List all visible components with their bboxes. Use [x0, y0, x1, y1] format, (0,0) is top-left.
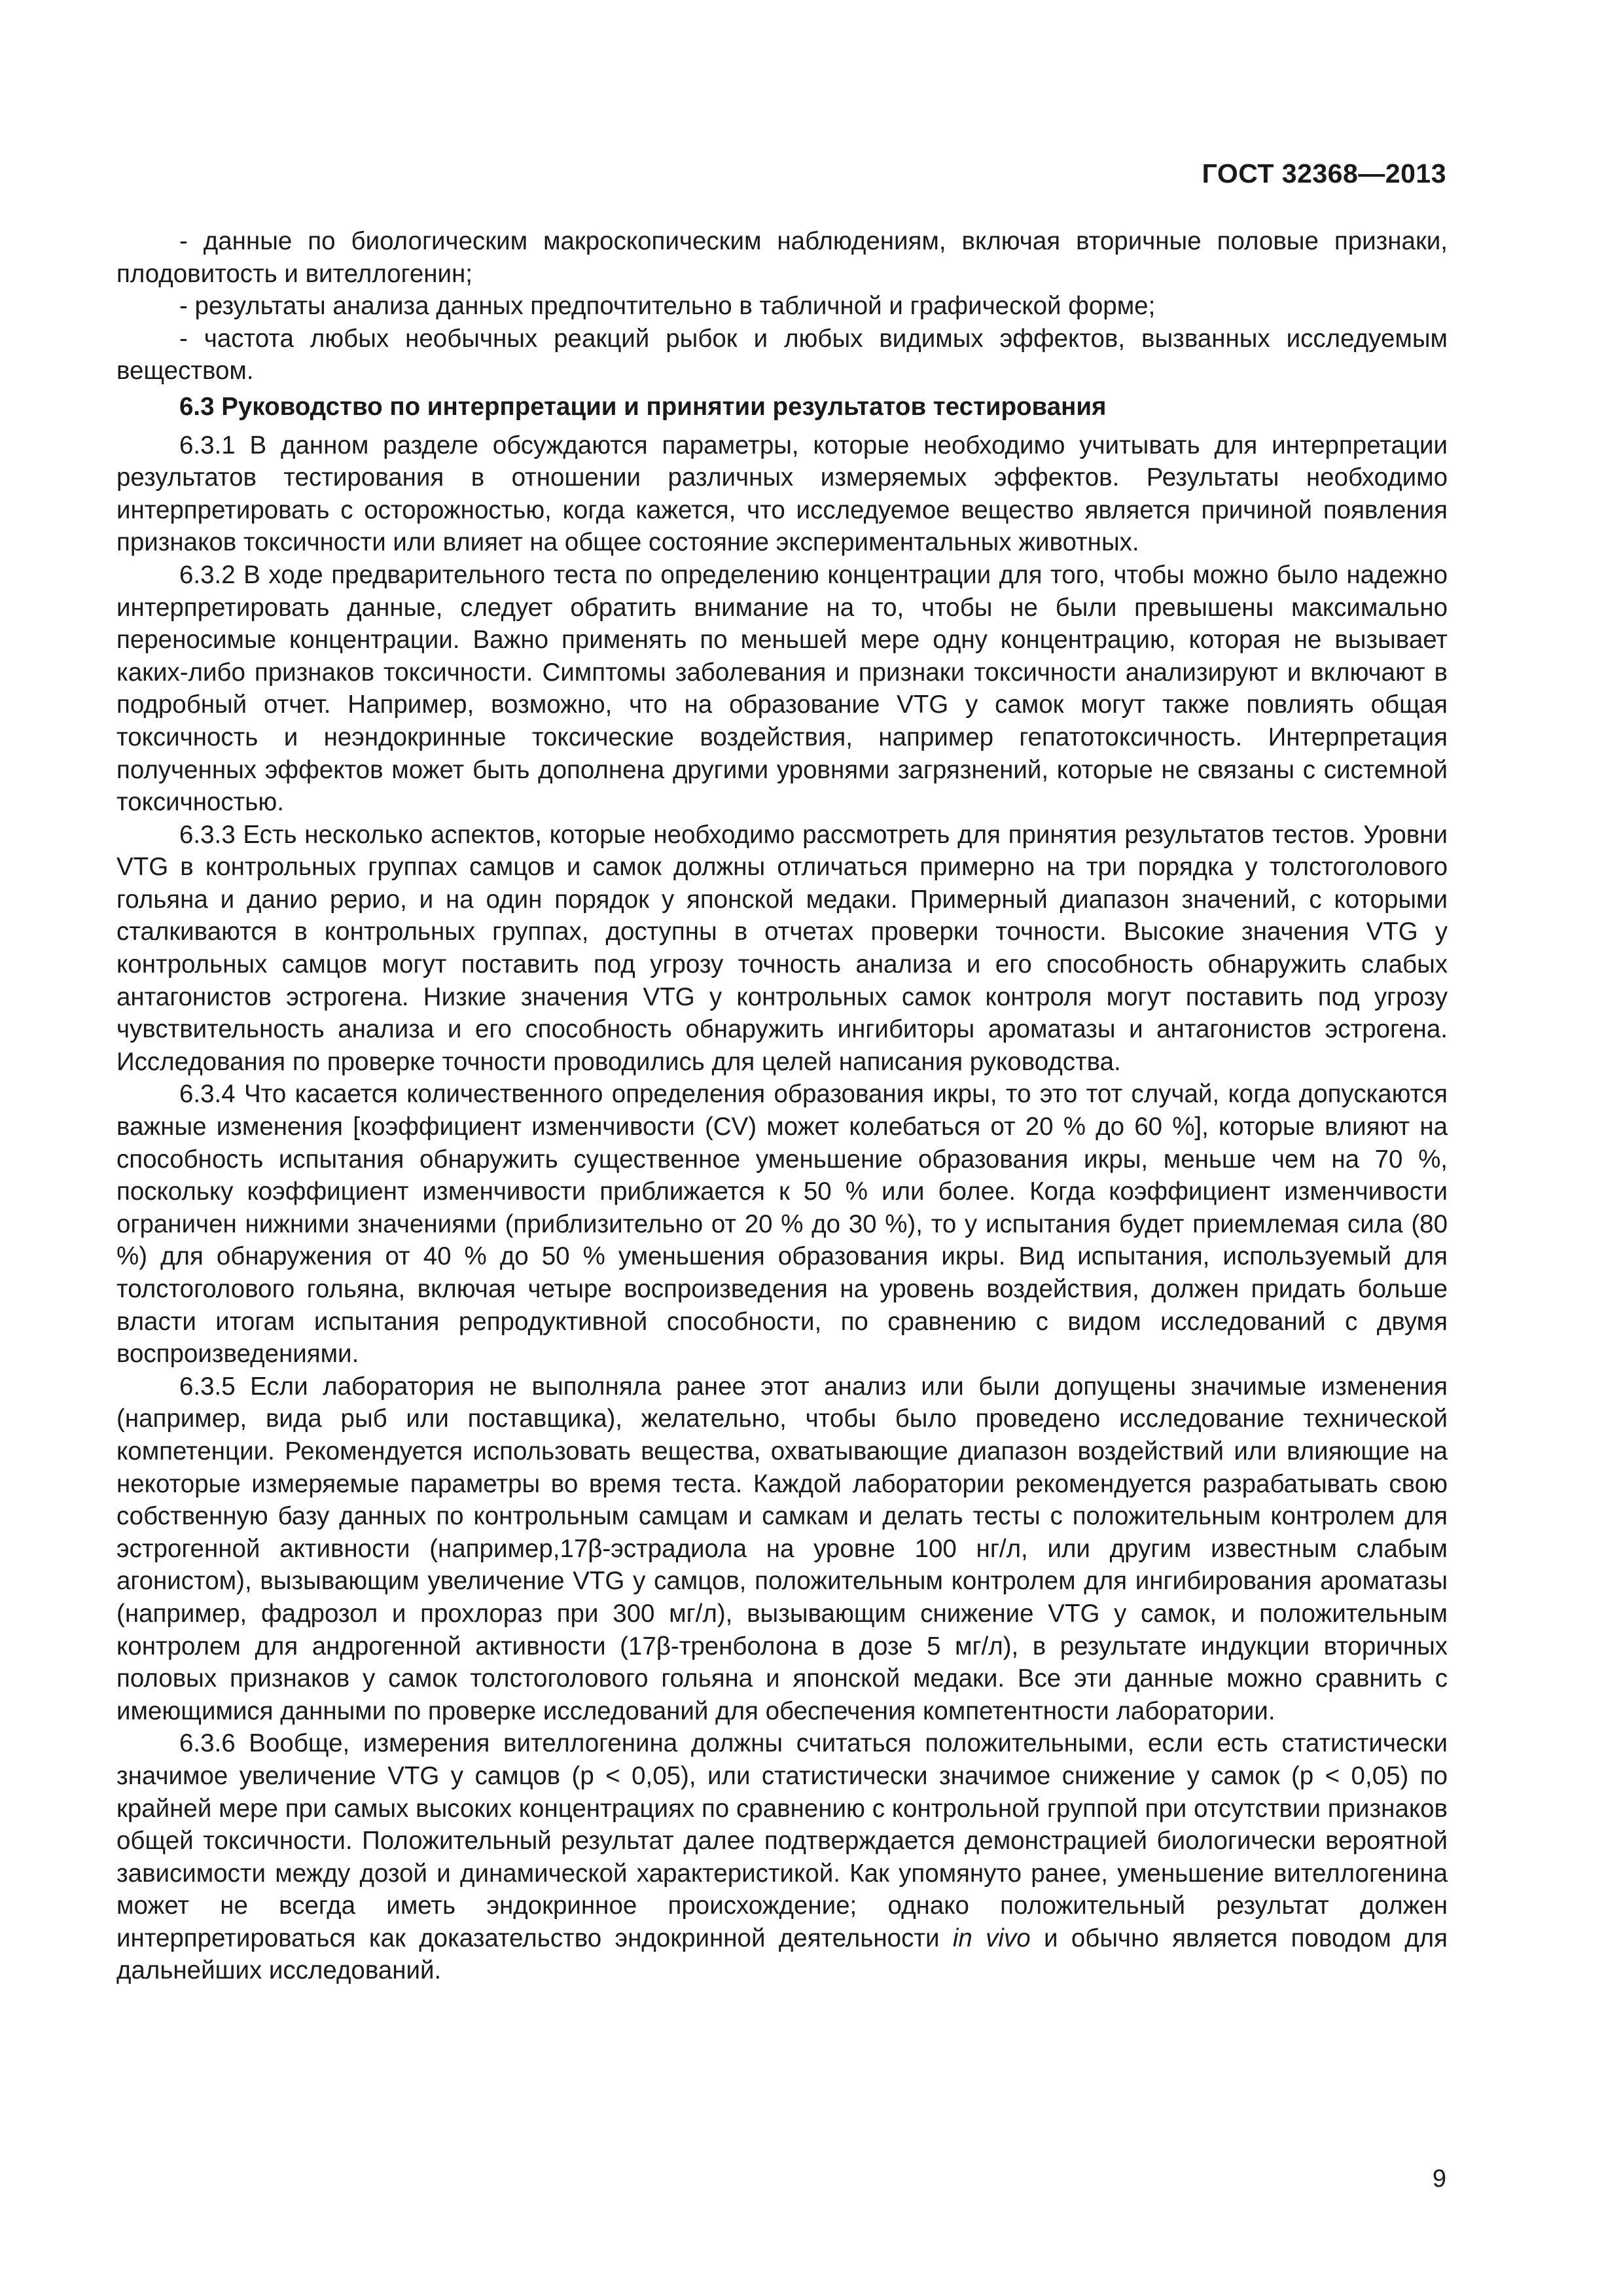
in-vivo-italic: in vivo	[952, 1924, 1031, 1952]
list-item-reactions: - частота любых необычных реакций рыбок и любых видимых эффектов, вызванных исследуемым веществом.	[116, 324, 1448, 386]
section-heading: 6.3 Руководство по интерпретации и принятии результатов тестирования	[179, 392, 1107, 421]
paragraph-6-3-4: 6.3.4 Что касается количественного определения образования икры, то это тот случай, когда допускаются важные изменения [коэффициент изменчивости (CV) может колебаться от 20 % до 60 %], которые влияют на способность испытания обнаружить существенное уменьшение образования икры, меньше чем на 70 %, поскольку коэффициент изменчивости приближается к 50 % или более. Когда коэффициент изменчивости ограничен нижними значениями (приблизительно от 20 % до 30 %), то у испытания будет приемлемая сила (80 %) для обнаружения от 40 % до 50 % уменьшения образования икры. Вид испытания, используемый для толстоголового гольяна, включая четыре воспроизведения на уровень воздействия, должен придать больше власти итогам испытания репродуктивной способности, по сравнению с видом исследований с двумя воспроизведениями.	[116, 1080, 1448, 1369]
paragraph-6-3-1: 6.3.1 В данном разделе обсуждаются параметры, которые необходимо учитывать для интерпретации результатов тестирования в отношении различных измеряемых эффектов. Результаты необходимо интерпретировать с осторожностью, когда кажется, что исследуемое вещество является причиной появления признаков токсичности или влияет на общее состояние экспериментальных животных.	[116, 431, 1448, 557]
document-header: ГОСТ 32368—2013	[1202, 158, 1446, 188]
paragraph-6-3-6-main: 6.3.6 Вообще, измерения вителлогенина должны считаться положительными, если есть статистически значимое увеличение VTG у самцов (р < 0,05), или статистически значимое снижение у самок (р < 0,05) по крайней мере при самых высоких концентрациях по сравнению с контрольной группой при отсутствии признаков общей токсичности. Положительный результат далее подтверждается демонстрацией биологически вероятной зависимости между дозой и динамической характеристикой. Как упомянуто ранее, уменьшение вителлогенина может не всегда иметь эндокринное происхождение; однако положительный результат должен интерпретироваться как доказательство эндокринной деятельности	[116, 1729, 1448, 1952]
paragraph-6-3-6	[116, 1727, 1448, 1987]
paragraph-6-3-2: 6.3.2 В ходе предварительного теста по определению концентрации для того, чтобы можно было надежно интерпретировать данные, следует обратить внимание на то, чтобы не были превышены максимально переносимые концентрации. Важно применять по меньшей мере одну концентрацию, которая не вызывает каких-либо признаков токсичности. Симптомы заболевания и признаки токсичности анализируют и включают в подробный отчет. Например, возможно, что на образование VTG у самок могут также повлиять общая токсичность и неэндокринные токсические воздействия, например гепатотоксичность. Интерпретация полученных эффектов может быть дополнена другими уровнями загрязнений, которые не связаны с системной токсичностью.	[116, 560, 1448, 817]
document-body	[116, 225, 1448, 1987]
paragraph-6-3-3: 6.3.3 Есть несколько аспектов, которые необходимо рассмотреть для принятия результатов тестов. Уровни VTG в контрольных группах самцов и самок должны отличаться примерно на три порядка у толстоголового гольяна и данио рерио, и на один порядок у японской медаки. Примерный диапазон значений, с которыми сталкиваются в контрольных группах, доступны в отчетах проверки точности. Высокие значения VTG у контрольных самцов могут поставить под угрозу точность анализа и его способность обнаружить слабых антагонистов эстрогена. Низкие значения VTG у контрольных самок контроля могут поставить под угрозу чувствительность анализа и его способность обнаружить ингибиторы ароматазы и антагонистов эстрогена. Исследования по проверке точности проводились для целей написания руководства.	[116, 820, 1448, 1076]
list-item-analysis: - результаты анализа данных предпочтительно в табличной и графической форме;	[179, 292, 1156, 321]
page-number: 9	[1432, 2165, 1446, 2193]
paragraph-6-3-6-end: и обычно является поводом для дальнейших исследований.	[116, 1924, 1448, 1985]
list-item-observations: - данные по биологическим макроскопическим наблюдениям, включая вторичные половые признаки, плодовитость и вителлогенин;	[116, 227, 1448, 288]
paragraph-6-3-5: 6.3.5 Если лаборатория не выполняла ранее этот анализ или были допущены значимые изменения (например, вида рыб или поставщика), желательно, чтобы было проведено исследование технической компетенции. Рекомендуется использовать вещества, охватывающие диапазон воздействий или влияющие на некоторые измеряемые параметры во время теста. Каждой лаборатории рекомендуется разрабатывать свою собственную базу данных по контрольным самцам и самкам и делать тесты с положительным контролем для эстрогенной активности (например,17β-эстрадиола на уровне 100 нг/л, или другим известным слабым агонистом), вызывающим увеличение VTG у самцов, положительным контролем для ингибирования ароматазы (например, фадрозол и прохлораз при 300 мг/л), вызывающим снижение VTG у самок, и положительным контролем для андрогенной активности (17β-тренболона в дозе 5 мг/л), в результате индукции вторичных половых признаков у самок толстоголового гольяна и японской медаки. Все эти данные можно сравнить с имеющимися данными по проверке исследований для обеспечения компетентности лаборатории.	[116, 1372, 1448, 1725]
